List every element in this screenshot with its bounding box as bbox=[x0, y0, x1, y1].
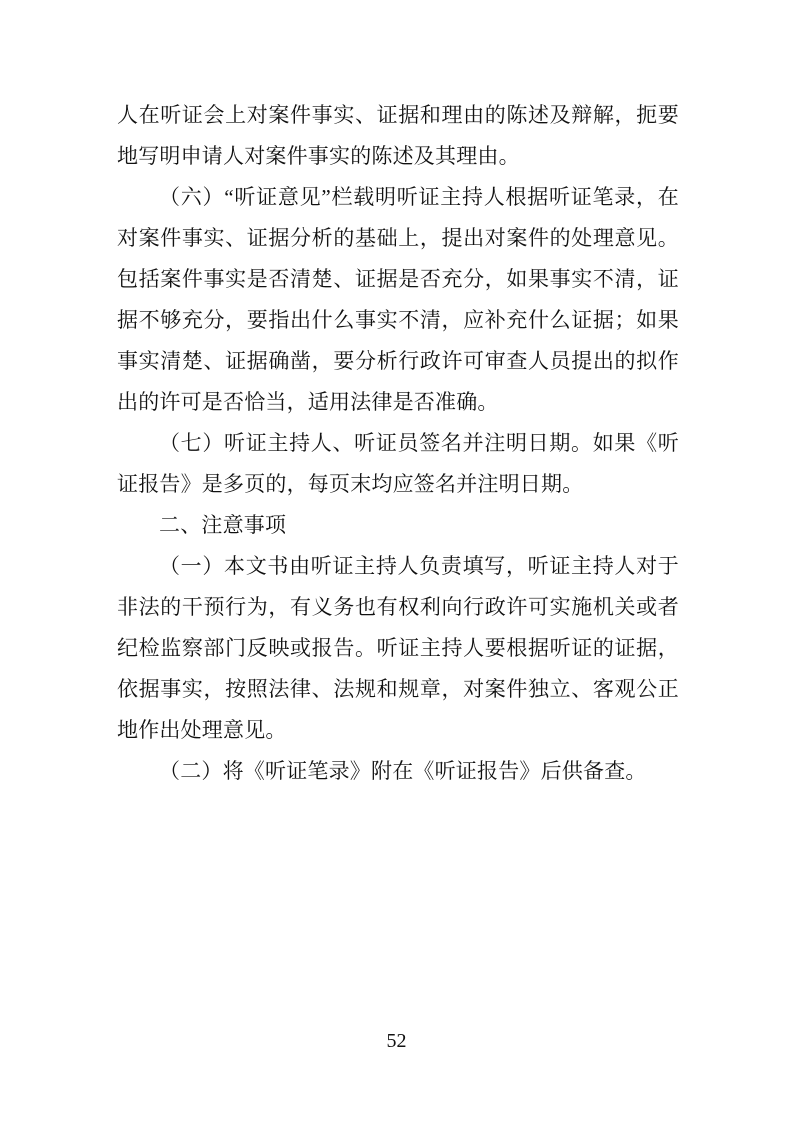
paragraph-note-1: （一）本文书由听证主持人负责填写，听证主持人对于非法的干预行为，有义务也有权利向行政许可实施机关或者纪检监察部门反映或报告。听证主持人要根据听证的证据，依据事实，按照法律、法规和规章，对案件独立、客观公正地作出处理意见。 bbox=[117, 554, 679, 742]
paragraph-item-7: （七）听证主持人、听证员签名并注明日期。如果《听证报告》是多页的，每页末均应签名并注明日期。 bbox=[117, 431, 679, 496]
paragraph-item-6: （六）“听证意见”栏载明听证主持人根据听证笔录，在对案件事实、证据分析的基础上，提出对案件的处理意见。包括案件事实是否清楚、证据是否充分，如果事实不清，证据不够充分，要指出什么事实不清，应补充什么证据；如果事实清楚、证据确凿，要分析行政许可审查人员提出的拟作出的许可是否恰当，适用法律是否准确。 bbox=[117, 185, 679, 414]
page-number: 52 bbox=[386, 1030, 407, 1052]
paragraph-note-2: （二）将《听证笔录》附在《听证报告》后供备查。 bbox=[159, 759, 647, 783]
paragraph-continuation: 人在听证会上对案件事实、证据和理由的陈述及辩解，扼要地写明申请人对案件事实的陈述及其理由。 bbox=[117, 103, 679, 168]
section-heading-notes: 二、注意事项 bbox=[159, 513, 287, 537]
document-body bbox=[117, 95, 679, 792]
